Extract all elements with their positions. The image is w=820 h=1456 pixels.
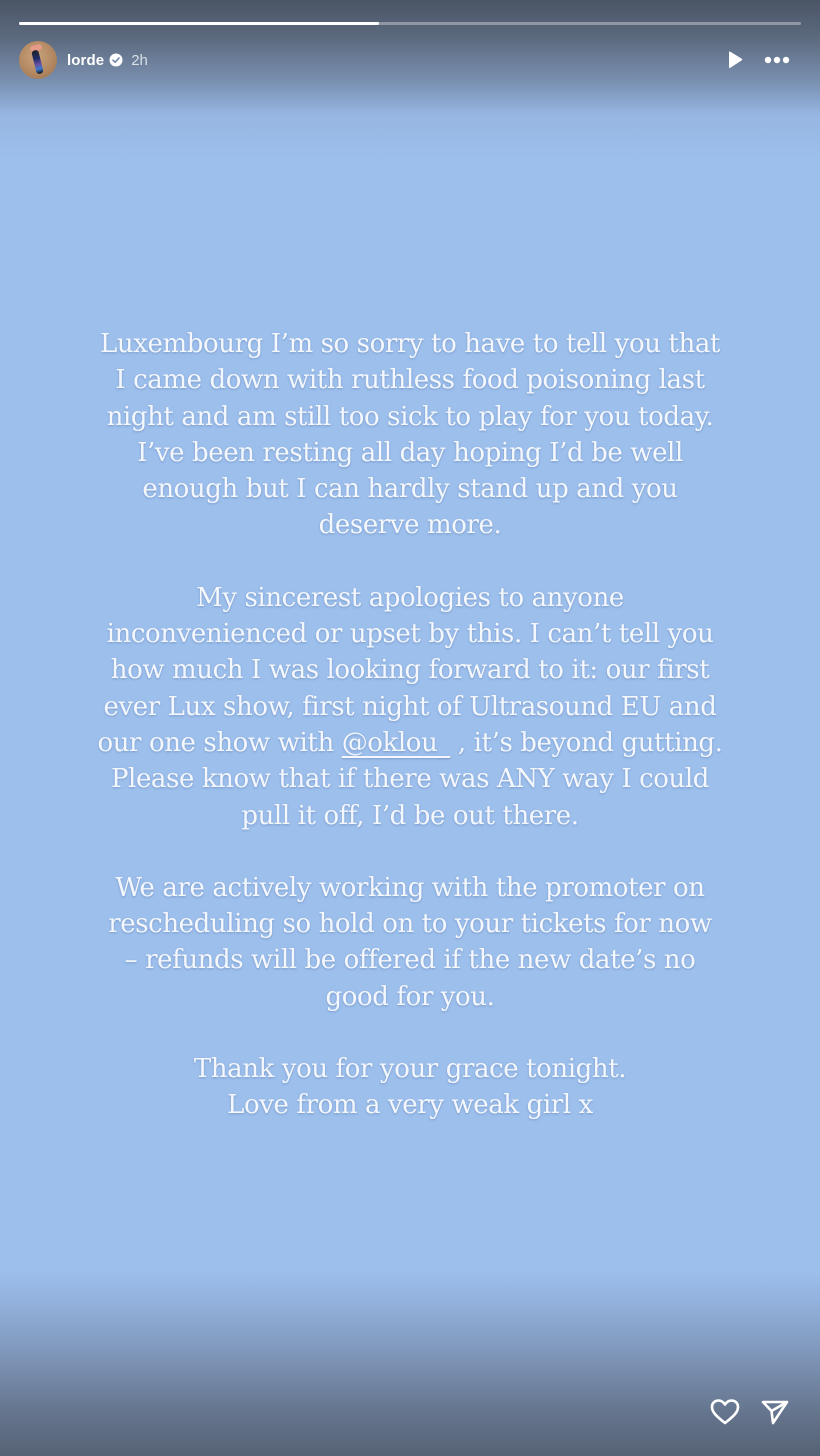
send-icon[interactable] xyxy=(760,1398,790,1426)
text-line: ever Lux show, first night of Ultrasound EU and xyxy=(103,691,717,722)
text-line: I’ve been resting all day hoping I’d be well xyxy=(137,437,683,468)
more-options-icon[interactable] xyxy=(764,56,790,64)
story-footer-actions xyxy=(710,1398,790,1426)
text-line-with-mention xyxy=(0,725,820,761)
text-line: how much I was looking forward to it: our first xyxy=(110,655,710,686)
text-line: deserve more. xyxy=(318,510,502,541)
story-progress-fill xyxy=(19,22,379,25)
text-line: inconvenienced or upset by this. I can’t tell you xyxy=(106,619,714,650)
text-line: – refunds will be offered if the new date’s no xyxy=(124,945,696,976)
story-progress-bar xyxy=(19,22,801,25)
text-line: pull it off, I’d be out there. xyxy=(241,800,579,831)
text-line: Please know that if there was ANY way I could xyxy=(110,764,710,795)
story-header xyxy=(19,40,790,80)
story-text xyxy=(0,326,820,1124)
heart-icon[interactable] xyxy=(710,1398,740,1426)
paragraph-rescheduling xyxy=(0,870,820,1015)
header-actions xyxy=(726,50,790,70)
post-timestamp: 2h xyxy=(131,51,148,69)
paragraph-regret xyxy=(0,580,820,834)
avatar[interactable] xyxy=(19,41,57,79)
paragraph-apology xyxy=(0,326,820,544)
text-line: Love from a very weak girl x xyxy=(227,1090,593,1121)
username[interactable]: lorde xyxy=(67,51,105,69)
play-icon[interactable] xyxy=(726,50,744,70)
text-line: enough but I can hardly stand up and you xyxy=(142,474,678,505)
avatar-image-detail xyxy=(31,50,44,75)
mention-link-oklou[interactable]: @oklou_ xyxy=(341,727,451,758)
text-line: Luxembourg I’m so sorry to have to tell you that xyxy=(100,329,720,359)
text-fragment: our one show with xyxy=(97,727,342,758)
text-line: rescheduling so hold on to your tickets for now xyxy=(108,909,712,940)
text-line: night and am still too sick to play for you today. xyxy=(106,401,714,432)
text-line: We are actively working with the promoter on xyxy=(115,872,705,903)
text-line: Thank you for your grace tonight. xyxy=(193,1054,627,1085)
text-line: I came down with ruthless food poisoning last xyxy=(115,365,705,396)
text-line: My sincerest apologies to anyone xyxy=(196,582,624,613)
text-fragment: , it’s beyond gutting. xyxy=(450,727,723,758)
text-line: good for you. xyxy=(325,981,495,1012)
verified-badge-icon xyxy=(109,53,123,67)
paragraph-signoff xyxy=(0,1051,820,1124)
